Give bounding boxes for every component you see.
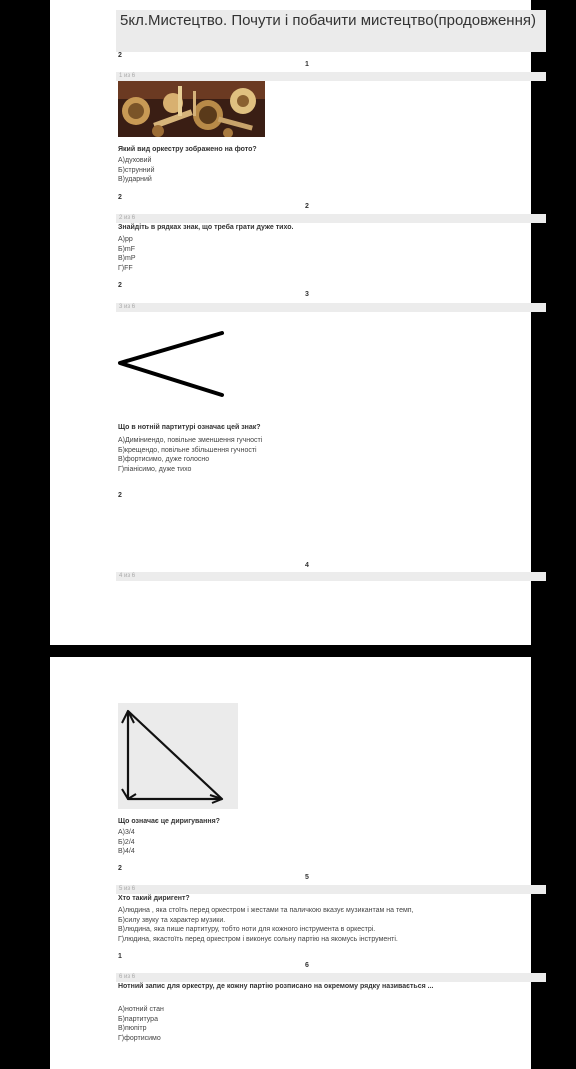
question-number: 1 [305, 61, 309, 68]
question-text: Хто такий диригент? [118, 895, 190, 902]
page-title: 5кл.Мистецтво. Почути і побачити мистецтво(продовження) [120, 12, 536, 29]
answer-option[interactable]: Б)партитура [118, 1015, 158, 1023]
question-number: 5 [305, 874, 309, 881]
answer-option[interactable]: Г)FF [118, 265, 133, 273]
answer-option[interactable]: В)ударний [118, 176, 152, 184]
question-counter-band [116, 214, 546, 223]
conducting-triangle-image [118, 703, 238, 809]
question-counter: 3 из 6 [119, 304, 136, 310]
answer-options [118, 906, 414, 945]
answer-options [118, 235, 136, 274]
answer-option[interactable]: А)Диміниендо, повільне зменшення гучності [118, 437, 263, 444]
crescendo-sign-image [116, 325, 228, 401]
answer-options [118, 156, 155, 185]
answer-option[interactable]: Г)фортисимо [118, 1035, 161, 1043]
answer-option[interactable]: Б)mF [118, 245, 136, 253]
document-page-2 [50, 657, 531, 1069]
points-label: 1 [118, 953, 122, 960]
question-counter: 4 из 6 [119, 573, 136, 579]
question-counter-band [116, 572, 546, 581]
question-counter-band [116, 885, 546, 894]
points-label: 2 [118, 282, 122, 289]
answer-option[interactable]: А)духовий [118, 157, 152, 164]
question-text: Нотний запис для оркестру, де кожну партію розписано на окремому рядку називається ... [118, 983, 434, 990]
question-counter-band [116, 973, 546, 982]
orchestra-photo [118, 81, 265, 137]
answer-options [118, 1005, 164, 1044]
question-number: 2 [305, 203, 309, 210]
question-text: Який вид оркестру зображено на фото? [118, 146, 257, 153]
question-counter: 2 из 6 [119, 215, 136, 221]
question-counter-band [116, 72, 546, 81]
answer-option[interactable]: В)людина, яка пише партитуру, тобто ноти для кожного інструмента в оркестрі. [118, 926, 376, 934]
question-counter: 1 из 6 [119, 73, 136, 79]
answer-option[interactable]: В)пюпітр [118, 1025, 147, 1033]
title-banner [116, 10, 546, 52]
question-counter-band [116, 303, 546, 312]
answer-option[interactable]: В)4/4 [118, 848, 135, 856]
question-counter: 5 из 6 [119, 886, 136, 892]
answer-option[interactable]: А)людина , яка стоїть перед оркестром і жестами та паличкою вказує музикантам на темп, [118, 907, 414, 914]
answer-options [118, 436, 262, 475]
question-text: Що в нотній партитурі означає цей знак? [118, 424, 261, 431]
answer-option[interactable]: Б)струнний [118, 166, 155, 174]
question-text: Що означає це диригування? [118, 818, 220, 825]
document-page-1 [50, 0, 536, 645]
answer-option[interactable]: Г)людина, якастоїть перед оркестром і виконує сольну партію на якомусь інструменті. [118, 936, 398, 944]
answer-option[interactable]: Б)силу звуку та характер музики. [118, 916, 226, 924]
question-counter: 6 из 6 [119, 974, 136, 980]
question-number: 3 [305, 291, 309, 298]
answer-option[interactable]: А)нотний стан [118, 1006, 164, 1013]
answer-option[interactable]: Б)2/4 [118, 838, 135, 846]
answer-option[interactable]: В)mP [118, 255, 136, 263]
question-number: 6 [305, 962, 309, 969]
points-label: 2 [118, 52, 122, 59]
points-label: 2 [118, 194, 122, 201]
answer-option[interactable]: Г)піанісимо, дуже тихо [118, 466, 192, 474]
points-label: 2 [118, 865, 122, 872]
answer-option[interactable]: А)3/4 [118, 829, 135, 836]
answer-options [118, 828, 135, 857]
question-number: 4 [305, 562, 309, 569]
answer-option[interactable]: Б)крещендо, повільне збільшення гучності [118, 446, 257, 454]
question-text: Знайдіть в рядках знак, що треба грати дуже тихо. [118, 224, 294, 231]
answer-option[interactable]: А)pp [118, 236, 133, 243]
answer-option[interactable]: В)фортисимо, дуже голосно [118, 456, 210, 464]
points-label: 2 [118, 492, 122, 499]
